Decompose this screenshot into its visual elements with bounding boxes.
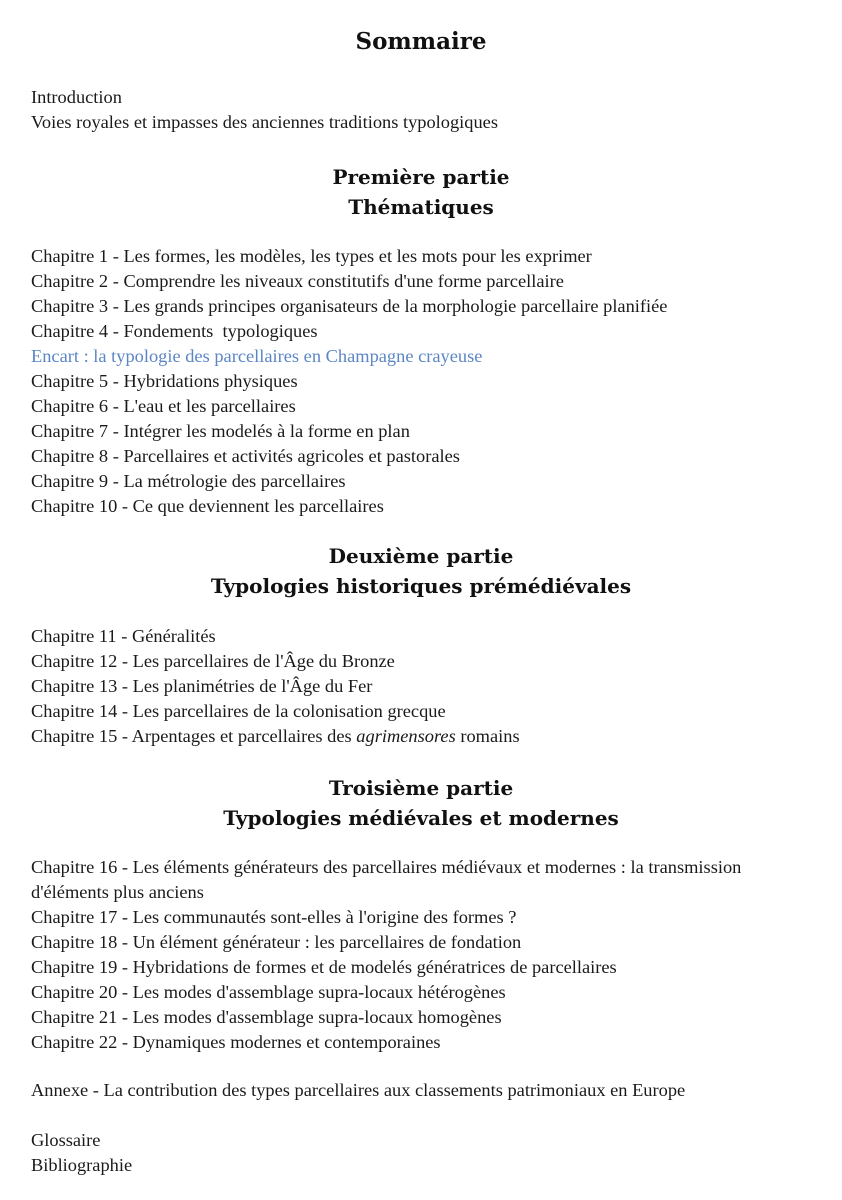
toc-entry-chapitre-10: Chapitre 10 - Ce que deviennent les parcellaires	[31, 496, 384, 516]
chapitre-15-prefix: Chapitre 15 - Arpentages et parcellaires des	[31, 726, 357, 746]
part-2-label: Deuxième partie	[328, 544, 514, 568]
part-1-heading	[0, 162, 842, 222]
annexe-block	[31, 1078, 821, 1103]
toc-entry-chapitre-19: Chapitre 19 - Hybridations de formes et de modelés génératrices de parcellaires	[31, 957, 617, 977]
toc-entry-chapitre-5: Chapitre 5 - Hybridations physiques	[31, 371, 298, 391]
toc-entry-chapitre-4: Chapitre 4 - Fondements typologiques	[31, 321, 318, 341]
toc-entry-chapitre-12: Chapitre 12 - Les parcellaires de l'Âge du Bronze	[31, 651, 395, 671]
toc-entry-annexe: Annexe - La contribution des types parcellaires aux classements patrimoniaux en Europe	[31, 1080, 686, 1100]
toc-entry-chapitre-20: Chapitre 20 - Les modes d'assemblage supra-locaux hétérogènes	[31, 982, 506, 1002]
part-3-title: Typologies médiévales et modernes	[223, 806, 619, 830]
toc-entry-chapitre-21: Chapitre 21 - Les modes d'assemblage supra-locaux homogènes	[31, 1007, 502, 1027]
part-1-title: Thématiques	[348, 195, 494, 219]
toc-entry-chapitre-7: Chapitre 7 - Intégrer les modelés à la forme en plan	[31, 421, 410, 441]
part-3-list	[31, 855, 791, 1055]
part-2-heading	[0, 541, 842, 601]
back-matter	[31, 1128, 821, 1178]
toc-entry-chapitre-6: Chapitre 6 - L'eau et les parcellaires	[31, 396, 296, 416]
toc-entry-chapitre-22: Chapitre 22 - Dynamiques modernes et contemporaines	[31, 1032, 441, 1052]
toc-entry-chapitre-3: Chapitre 3 - Les grands principes organisateurs de la morphologie parcellaire planifiée	[31, 296, 668, 316]
toc-entry-voies-royales: Voies royales et impasses des anciennes traditions typologiques	[31, 112, 499, 132]
toc-entry-chapitre-13: Chapitre 13 - Les planimétries de l'Âge du Fer	[31, 676, 373, 696]
page-title: Sommaire	[355, 28, 487, 55]
toc-entry-chapitre-2: Chapitre 2 - Comprendre les niveaux constitutifs d'une forme parcellaire	[31, 271, 564, 291]
toc-entry-chapitre-17: Chapitre 17 - Les communautés sont-elles à l'origine des formes ?	[31, 907, 517, 927]
part-3-label: Troisième partie	[328, 776, 514, 800]
part-1-list	[31, 244, 821, 519]
toc-entry-chapitre-15	[31, 724, 821, 749]
toc-entry-glossaire: Glossaire	[31, 1130, 101, 1150]
part-2-title: Typologies historiques prémédiévales	[210, 574, 632, 598]
part-2-list	[31, 624, 821, 749]
part-1-label: Première partie	[332, 165, 510, 189]
toc-entry-encart: Encart : la typologie des parcellaires en Champagne crayeuse	[31, 346, 483, 366]
toc-entry-chapitre-8: Chapitre 8 - Parcellaires et activités agricoles et pastorales	[31, 446, 460, 466]
part-3-heading	[0, 773, 842, 833]
toc-entry-chapitre-11: Chapitre 11 - Généralités	[31, 626, 216, 646]
toc-entry-bibliographie: Bibliographie	[31, 1155, 133, 1175]
chapitre-15-italic-term: agrimensores	[356, 726, 456, 746]
toc-entry-chapitre-1: Chapitre 1 - Les formes, les modèles, les types et les mots pour les exprimer	[31, 246, 592, 266]
toc-entry-chapitre-9: Chapitre 9 - La métrologie des parcellaires	[31, 471, 346, 491]
toc-entry-chapitre-18: Chapitre 18 - Un élément générateur : les parcellaires de fondation	[31, 932, 522, 952]
toc-entry-introduction: Introduction	[31, 87, 122, 107]
toc-entry-chapitre-14: Chapitre 14 - Les parcellaires de la colonisation grecque	[31, 701, 446, 721]
toc-entry-chapitre-16: Chapitre 16 - Les éléments générateurs des parcellaires médiévaux et modernes : la transmission d'éléments plus anciens	[31, 857, 742, 902]
front-matter	[31, 85, 821, 135]
chapitre-15-suffix: romains	[455, 726, 520, 746]
